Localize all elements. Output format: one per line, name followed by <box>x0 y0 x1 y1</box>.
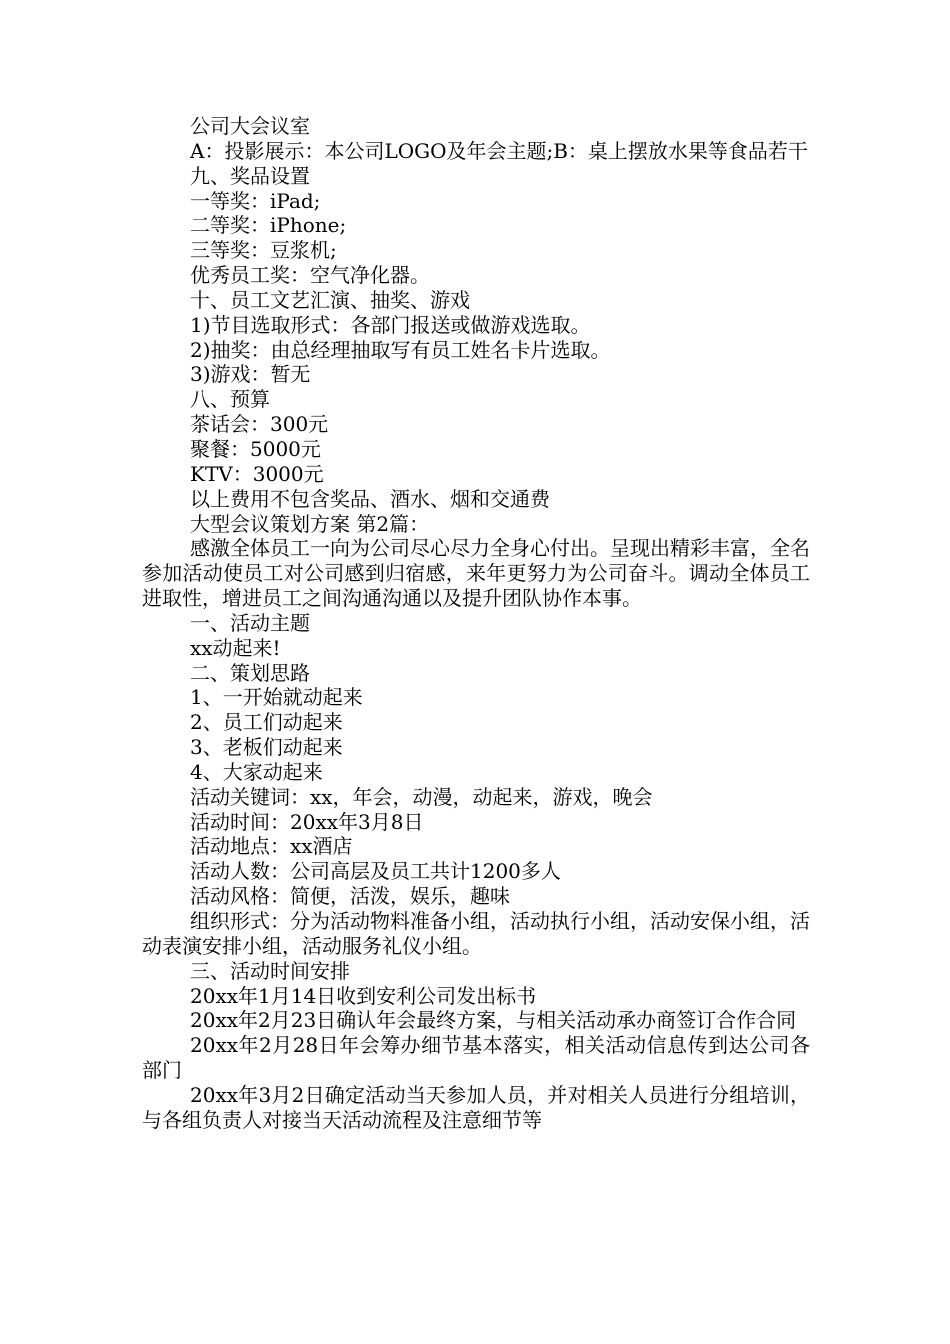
list-item: 二等奖：iPhone; <box>190 213 347 238</box>
list-item: 优秀员工奖：空气净化器。 <box>190 263 430 288</box>
list-item: 三等奖：豆浆机; <box>190 238 337 263</box>
paragraph: 活动地点：xx酒店 <box>190 834 353 859</box>
paragraph: 活动风格：简便，活泼，娱乐，趣味 <box>190 884 510 909</box>
section-heading: 九、奖品设置 <box>190 163 310 188</box>
section-heading: 十、员工文艺汇演、抽奖、游戏 <box>190 287 470 312</box>
list-item: 3、老板们动起来 <box>190 735 343 760</box>
paragraph: 组织形式：分为活动物料准备小组，活动执行小组，活动安保小组，活动表演安排小组，活动服务礼仪小组。 <box>142 909 810 958</box>
paragraph: 20xx年2月28日年会筹办细节基本落实，相关活动信息传到达公司各部门 <box>142 1033 810 1083</box>
paragraph: 以上费用不包含奖品、酒水、烟和交通费 <box>190 486 550 511</box>
paragraph: 20xx年3月2日确定活动当天参加人员，并对相关人员进行分组培训，与各组负责人对接当天活动流程及注意细节等 <box>142 1082 810 1132</box>
list-item: 2、员工们动起来 <box>190 710 343 735</box>
paragraph: 活动时间：20xx年3月8日 <box>190 809 424 834</box>
paragraph: A：投影展示：本公司LOGO及年会主题;B：桌上摆放水果等食品若干 <box>190 138 808 163</box>
list-item: 一等奖：iPad; <box>190 188 321 213</box>
list-item: 1、一开始就动起来 <box>190 685 363 710</box>
paragraph: 活动人数：公司高层及员工共计1200多人 <box>190 859 561 884</box>
list-item: 茶话会：300元 <box>190 412 329 437</box>
article-title: 大型会议策划方案 第2篇： <box>190 511 430 536</box>
paragraph: 公司大会议室 <box>190 114 310 138</box>
section-heading: 三、活动时间安排 <box>190 958 350 983</box>
list-item: 2)抽奖：由总经理抽取写有员工姓名卡片选取。 <box>190 337 611 362</box>
list-item: 4、大家动起来 <box>190 759 323 784</box>
list-item: KTV：3000元 <box>190 461 324 486</box>
section-heading: 八、预算 <box>190 387 270 412</box>
paragraph: xx动起来! <box>190 635 281 660</box>
paragraph: 活动关键词：xx，年会，动漫，动起来，游戏，晚会 <box>190 784 653 809</box>
section-heading: 二、策划思路 <box>190 660 310 685</box>
paragraph: 20xx年2月23日确认年会最终方案，与相关活动承办商签订合作合同 <box>190 1008 797 1033</box>
paragraph: 感激全体员工一向为公司尽心尽力全身心付出。呈现出精彩丰富，全名参加活动使员工对公司感到归宿感，来年更努力为公司奋斗。调动全体员工进取性，增进员工之间沟通沟通以及提升团队协作本事。 <box>142 536 810 611</box>
document-body <box>142 114 810 1133</box>
paragraph: 20xx年1月14日收到安利公司发出标书 <box>190 983 537 1008</box>
section-heading: 一、活动主题 <box>190 610 310 635</box>
list-item: 3)游戏：暂无 <box>190 362 311 387</box>
list-item: 1)节目选取形式：各部门报送或做游戏选取。 <box>190 312 591 337</box>
list-item: 聚餐：5000元 <box>190 436 321 461</box>
